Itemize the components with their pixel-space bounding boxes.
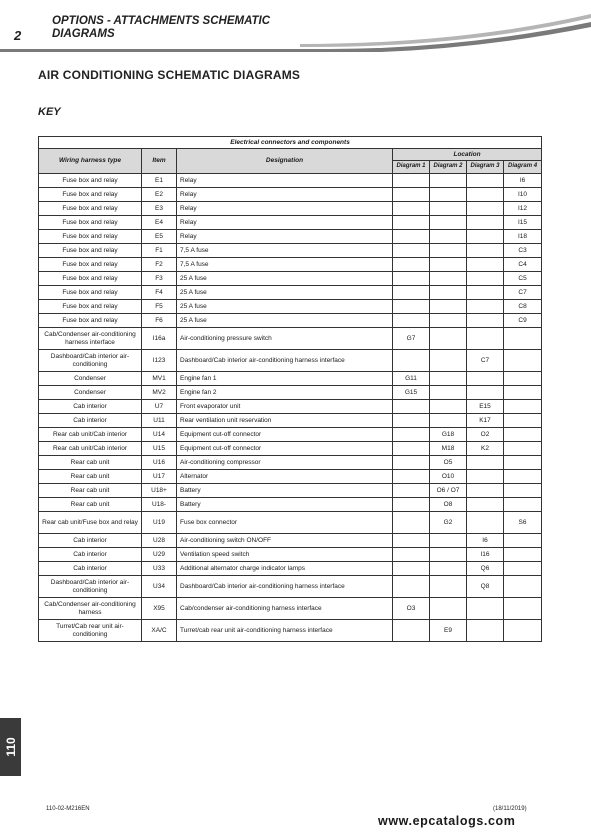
cell-diagram-1 <box>393 350 430 372</box>
table-row <box>39 442 542 456</box>
cell-diagram-2: M18 <box>430 442 467 456</box>
header-designation: Designation <box>177 149 393 174</box>
cell-diagram-1 <box>393 286 430 300</box>
cell-diagram-1 <box>393 188 430 202</box>
cell-diagram-2 <box>430 534 467 548</box>
cell-diagram-3 <box>467 174 504 188</box>
cell-item: MV2 <box>142 386 177 400</box>
cell-diagram-2 <box>430 202 467 216</box>
cell-item: E3 <box>142 202 177 216</box>
cell-item: E5 <box>142 230 177 244</box>
header-item: Item <box>142 149 177 174</box>
cell-diagram-2 <box>430 300 467 314</box>
cell-diagram-2 <box>430 272 467 286</box>
cell-diagram-1 <box>393 174 430 188</box>
cell-item: F3 <box>142 272 177 286</box>
cell-item: U29 <box>142 548 177 562</box>
cell-wiring-harness-type: Fuse box and relay <box>39 300 142 314</box>
cell-item: E4 <box>142 216 177 230</box>
cell-item: F4 <box>142 286 177 300</box>
cell-item: U17 <box>142 470 177 484</box>
section-title-line-1: OPTIONS - ATTACHMENTS SCHEMATIC <box>52 15 271 27</box>
cell-wiring-harness-type: Rear cab unit/Cab interior <box>39 442 142 456</box>
cell-diagram-3: E15 <box>467 400 504 414</box>
cell-diagram-2 <box>430 548 467 562</box>
cell-diagram-1 <box>393 470 430 484</box>
cell-designation: Battery <box>177 498 393 512</box>
cell-item: E2 <box>142 188 177 202</box>
cell-diagram-2 <box>430 328 467 350</box>
table-row <box>39 386 542 400</box>
cell-diagram-4: I6 <box>504 174 542 188</box>
cell-diagram-1 <box>393 534 430 548</box>
table-row <box>39 414 542 428</box>
table-row <box>39 314 542 328</box>
cell-designation: Engine fan 2 <box>177 386 393 400</box>
cell-diagram-4: S6 <box>504 512 542 534</box>
cell-wiring-harness-type: Rear cab unit <box>39 456 142 470</box>
cell-diagram-4: C8 <box>504 300 542 314</box>
cell-diagram-4: C7 <box>504 286 542 300</box>
cell-diagram-2: O10 <box>430 470 467 484</box>
cell-wiring-harness-type: Cab/Condenser air-conditioning harness <box>39 598 142 620</box>
cell-diagram-2: O6 / O7 <box>430 484 467 498</box>
cell-diagram-1 <box>393 512 430 534</box>
cell-designation: Dashboard/Cab interior air-conditioning harness interface <box>177 576 393 598</box>
cell-designation: Rear ventilation unit reservation <box>177 414 393 428</box>
section-title-line-2: DIAGRAMS <box>52 28 115 40</box>
cell-wiring-harness-type: Turret/Cab rear unit air-conditioning <box>39 620 142 642</box>
cell-diagram-1 <box>393 202 430 216</box>
cell-diagram-2 <box>430 576 467 598</box>
cell-diagram-1: O3 <box>393 598 430 620</box>
cell-diagram-2: G2 <box>430 512 467 534</box>
cell-diagram-4: I12 <box>504 202 542 216</box>
cell-diagram-3: Q8 <box>467 576 504 598</box>
cell-diagram-3 <box>467 244 504 258</box>
table-row <box>39 512 542 534</box>
cell-diagram-3: O2 <box>467 428 504 442</box>
cell-diagram-2 <box>430 216 467 230</box>
header-location: Location <box>393 149 542 161</box>
cell-wiring-harness-type: Cab interior <box>39 548 142 562</box>
document-code: 110-02-M216EN <box>46 806 90 812</box>
table-row <box>39 272 542 286</box>
table-row <box>39 562 542 576</box>
table-row <box>39 400 542 414</box>
cell-diagram-2 <box>430 400 467 414</box>
cell-diagram-4 <box>504 428 542 442</box>
cell-diagram-3 <box>467 216 504 230</box>
cell-diagram-2: O8 <box>430 498 467 512</box>
cell-diagram-4 <box>504 386 542 400</box>
cell-diagram-3: K2 <box>467 442 504 456</box>
cell-diagram-3 <box>467 470 504 484</box>
cell-diagram-1 <box>393 414 430 428</box>
cell-diagram-3: C7 <box>467 350 504 372</box>
cell-diagram-2 <box>430 174 467 188</box>
cell-diagram-1 <box>393 272 430 286</box>
cell-wiring-harness-type: Cab interior <box>39 400 142 414</box>
cell-diagram-3 <box>467 328 504 350</box>
cell-wiring-harness-type: Rear cab unit <box>39 470 142 484</box>
table-row <box>39 484 542 498</box>
table-row <box>39 576 542 598</box>
cell-diagram-4 <box>504 498 542 512</box>
watermark: www.epcatalogs.com <box>378 814 516 828</box>
table-row <box>39 598 542 620</box>
cell-diagram-2 <box>430 188 467 202</box>
cell-diagram-3 <box>467 202 504 216</box>
table-row <box>39 548 542 562</box>
cell-designation: Additional alternator charge indicator lamps <box>177 562 393 576</box>
cell-wiring-harness-type: Fuse box and relay <box>39 202 142 216</box>
cell-designation: 25 A fuse <box>177 286 393 300</box>
cell-diagram-4 <box>504 456 542 470</box>
cell-designation: Air-conditioning pressure switch <box>177 328 393 350</box>
cell-diagram-3: Q6 <box>467 562 504 576</box>
cell-diagram-2 <box>430 598 467 620</box>
cell-wiring-harness-type: Cab interior <box>39 534 142 548</box>
cell-designation: Relay <box>177 230 393 244</box>
cell-diagram-2 <box>430 244 467 258</box>
cell-designation: Equipment cut-off connector <box>177 442 393 456</box>
cell-diagram-3 <box>467 300 504 314</box>
cell-diagram-4 <box>504 484 542 498</box>
cell-wiring-harness-type: Rear cab unit/Fuse box and relay <box>39 512 142 534</box>
cell-wiring-harness-type: Fuse box and relay <box>39 174 142 188</box>
cell-designation: Air-conditioning compressor <box>177 456 393 470</box>
table-row <box>39 174 542 188</box>
cell-diagram-3 <box>467 512 504 534</box>
cell-diagram-1 <box>393 258 430 272</box>
cell-item: U11 <box>142 414 177 428</box>
cell-diagram-2 <box>430 386 467 400</box>
table-row <box>39 202 542 216</box>
cell-designation: 25 A fuse <box>177 272 393 286</box>
cell-designation: Engine fan 1 <box>177 372 393 386</box>
cell-wiring-harness-type: Fuse box and relay <box>39 188 142 202</box>
cell-diagram-3 <box>467 498 504 512</box>
cell-diagram-3 <box>467 484 504 498</box>
cell-designation: Alternator <box>177 470 393 484</box>
cell-diagram-3 <box>467 386 504 400</box>
cell-item: U7 <box>142 400 177 414</box>
header-diagram-3: Diagram 3 <box>467 161 504 174</box>
cell-designation: Air-conditioning switch ON/OFF <box>177 534 393 548</box>
cell-wiring-harness-type: Condenser <box>39 386 142 400</box>
cell-diagram-4 <box>504 328 542 350</box>
cell-diagram-1 <box>393 620 430 642</box>
cell-wiring-harness-type: Fuse box and relay <box>39 244 142 258</box>
cell-diagram-3: K17 <box>467 414 504 428</box>
cell-diagram-1 <box>393 244 430 258</box>
table-row <box>39 230 542 244</box>
cell-designation: 25 A fuse <box>177 314 393 328</box>
document-date: (18/11/2019) <box>493 806 527 812</box>
page-number: 2 <box>14 28 22 43</box>
chapter-tab-label: 110 <box>3 737 18 757</box>
table-row <box>39 470 542 484</box>
cell-wiring-harness-type: Fuse box and relay <box>39 216 142 230</box>
cell-wiring-harness-type: Dashboard/Cab interior air-conditioning <box>39 576 142 598</box>
cell-diagram-3 <box>467 598 504 620</box>
cell-diagram-2: E9 <box>430 620 467 642</box>
cell-diagram-3 <box>467 620 504 642</box>
header-diagram-4: Diagram 4 <box>504 161 542 174</box>
cell-diagram-2 <box>430 372 467 386</box>
cell-wiring-harness-type: Cab interior <box>39 414 142 428</box>
cell-diagram-2 <box>430 230 467 244</box>
cell-diagram-3: I6 <box>467 534 504 548</box>
cell-designation: Relay <box>177 202 393 216</box>
cell-item: U18- <box>142 498 177 512</box>
cell-diagram-4: I10 <box>504 188 542 202</box>
cell-diagram-4 <box>504 400 542 414</box>
table-row <box>39 498 542 512</box>
cell-diagram-1 <box>393 300 430 314</box>
header-diagram-1: Diagram 1 <box>393 161 430 174</box>
cell-item: F1 <box>142 244 177 258</box>
cell-diagram-4: I15 <box>504 216 542 230</box>
cell-item: F5 <box>142 300 177 314</box>
header-wiring-harness-type: Wiring harness type <box>39 149 142 174</box>
cell-wiring-harness-type: Cab interior <box>39 562 142 576</box>
cell-diagram-1 <box>393 484 430 498</box>
cell-diagram-4: C9 <box>504 314 542 328</box>
cell-diagram-2 <box>430 258 467 272</box>
cell-diagram-1: G15 <box>393 386 430 400</box>
cell-wiring-harness-type: Fuse box and relay <box>39 258 142 272</box>
cell-diagram-2: G18 <box>430 428 467 442</box>
cell-item: U15 <box>142 442 177 456</box>
cell-designation: Relay <box>177 174 393 188</box>
cell-diagram-1: G7 <box>393 328 430 350</box>
cell-designation: 25 A fuse <box>177 300 393 314</box>
cell-diagram-2 <box>430 414 467 428</box>
cell-diagram-4 <box>504 620 542 642</box>
table-row <box>39 534 542 548</box>
cell-diagram-4: C3 <box>504 244 542 258</box>
cell-diagram-4 <box>504 470 542 484</box>
cell-wiring-harness-type: Cab/Condenser air-conditioning harness interface <box>39 328 142 350</box>
cell-diagram-4 <box>504 534 542 548</box>
cell-item: XA/C <box>142 620 177 642</box>
table-row <box>39 428 542 442</box>
cell-diagram-1 <box>393 498 430 512</box>
cell-wiring-harness-type: Rear cab unit <box>39 498 142 512</box>
cell-item: U18+ <box>142 484 177 498</box>
table-caption: Electrical connectors and components <box>39 137 542 149</box>
cell-item: U19 <box>142 512 177 534</box>
cell-designation: Dashboard/Cab interior air-conditioning harness interface <box>177 350 393 372</box>
cell-diagram-3 <box>467 372 504 386</box>
table-row <box>39 216 542 230</box>
cell-item: U33 <box>142 562 177 576</box>
cell-item: F6 <box>142 314 177 328</box>
cell-designation: Battery <box>177 484 393 498</box>
cell-diagram-4 <box>504 372 542 386</box>
cell-item: X95 <box>142 598 177 620</box>
cell-designation: Relay <box>177 216 393 230</box>
cell-designation: Front evaporator unit <box>177 400 393 414</box>
cell-wiring-harness-type: Fuse box and relay <box>39 286 142 300</box>
table-row <box>39 244 542 258</box>
cell-item: U14 <box>142 428 177 442</box>
cell-wiring-harness-type: Rear cab unit/Cab interior <box>39 428 142 442</box>
cell-diagram-4 <box>504 598 542 620</box>
cell-designation: Equipment cut-off connector <box>177 428 393 442</box>
cell-wiring-harness-type: Dashboard/Cab interior air-conditioning <box>39 350 142 372</box>
cell-diagram-2 <box>430 562 467 576</box>
cell-designation: 7,5 A fuse <box>177 258 393 272</box>
cell-designation: Cab/condenser air-conditioning harness interface <box>177 598 393 620</box>
cell-wiring-harness-type: Rear cab unit <box>39 484 142 498</box>
cell-item: MV1 <box>142 372 177 386</box>
header-diagram-2: Diagram 2 <box>430 161 467 174</box>
cell-diagram-3 <box>467 456 504 470</box>
cell-item: U28 <box>142 534 177 548</box>
cell-item: I123 <box>142 350 177 372</box>
section-title <box>52 15 352 41</box>
cell-wiring-harness-type: Fuse box and relay <box>39 272 142 286</box>
cell-wiring-harness-type: Fuse box and relay <box>39 314 142 328</box>
cell-diagram-1 <box>393 576 430 598</box>
cell-diagram-3 <box>467 272 504 286</box>
cell-diagram-4 <box>504 576 542 598</box>
chapter-tab <box>0 718 21 776</box>
cell-diagram-3: I16 <box>467 548 504 562</box>
cell-diagram-3 <box>467 314 504 328</box>
cell-diagram-3 <box>467 286 504 300</box>
cell-diagram-3 <box>467 230 504 244</box>
table-row <box>39 286 542 300</box>
cell-diagram-4 <box>504 350 542 372</box>
cell-diagram-3 <box>467 258 504 272</box>
cell-designation: 7,5 A fuse <box>177 244 393 258</box>
cell-designation: Turret/cab rear unit air-conditioning harness interface <box>177 620 393 642</box>
cell-diagram-4: I18 <box>504 230 542 244</box>
key-heading: KEY <box>38 106 61 118</box>
cell-diagram-1 <box>393 442 430 456</box>
table-row <box>39 620 542 642</box>
table-row <box>39 350 542 372</box>
cell-item: I16a <box>142 328 177 350</box>
cell-wiring-harness-type: Condenser <box>39 372 142 386</box>
table-row <box>39 328 542 350</box>
cell-diagram-4 <box>504 548 542 562</box>
cell-diagram-1 <box>393 400 430 414</box>
cell-wiring-harness-type: Fuse box and relay <box>39 230 142 244</box>
cell-designation: Ventilation speed switch <box>177 548 393 562</box>
cell-diagram-2 <box>430 350 467 372</box>
table-row <box>39 258 542 272</box>
table-row <box>39 372 542 386</box>
cell-diagram-1 <box>393 216 430 230</box>
table-row <box>39 456 542 470</box>
cell-item: E1 <box>142 174 177 188</box>
cell-diagram-3 <box>467 188 504 202</box>
cell-diagram-4: C5 <box>504 272 542 286</box>
cell-diagram-4 <box>504 442 542 456</box>
cell-item: F2 <box>142 258 177 272</box>
cell-designation: Relay <box>177 188 393 202</box>
cell-diagram-1 <box>393 562 430 576</box>
cell-diagram-2 <box>430 314 467 328</box>
cell-diagram-4 <box>504 414 542 428</box>
cell-diagram-4 <box>504 562 542 576</box>
cell-diagram-1 <box>393 428 430 442</box>
cell-diagram-2: O5 <box>430 456 467 470</box>
table-row <box>39 300 542 314</box>
cell-diagram-2 <box>430 286 467 300</box>
cell-diagram-4: C4 <box>504 258 542 272</box>
table-row <box>39 188 542 202</box>
cell-diagram-1 <box>393 548 430 562</box>
cell-designation: Fuse box connector <box>177 512 393 534</box>
cell-diagram-1 <box>393 456 430 470</box>
cell-diagram-1: G11 <box>393 372 430 386</box>
header-band <box>0 0 591 52</box>
components-table <box>38 136 542 642</box>
table-body <box>39 174 542 642</box>
cell-item: U16 <box>142 456 177 470</box>
cell-diagram-1 <box>393 230 430 244</box>
document-title: AIR CONDITIONING SCHEMATIC DIAGRAMS <box>38 68 301 82</box>
cell-item: U34 <box>142 576 177 598</box>
cell-diagram-1 <box>393 314 430 328</box>
